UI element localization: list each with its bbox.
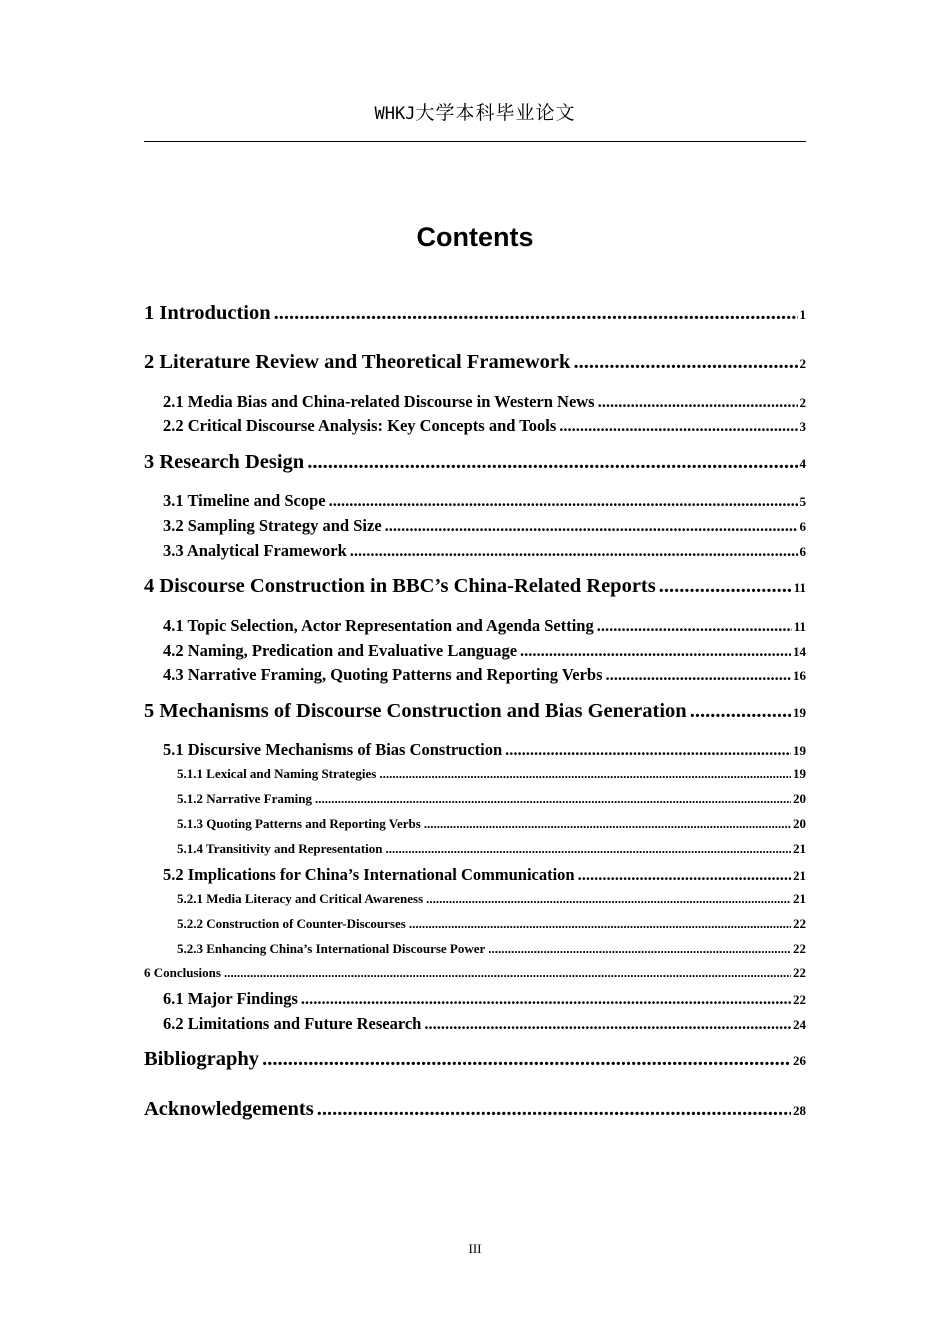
toc-entry-page: 19	[793, 743, 806, 758]
toc-entry-page: 1	[799, 307, 806, 322]
toc-leader-dots	[385, 516, 798, 536]
toc-entry-label: 5.1.4 Transitivity and Representation	[177, 841, 383, 856]
toc-entry[interactable]	[163, 865, 806, 885]
toc-leader-dots	[690, 700, 791, 723]
toc-entry[interactable]	[144, 451, 806, 474]
toc-entry-page: 21	[793, 841, 806, 856]
toc-entry-label: 3.3 Analytical Framework	[163, 541, 347, 560]
toc-entry-page: 19	[793, 766, 806, 781]
toc-entry-page: 19	[793, 705, 806, 720]
toc-entry-page: 16	[793, 668, 806, 683]
toc-entry-label: 6.2 Limitations and Future Research	[163, 1014, 422, 1033]
toc-entry[interactable]	[163, 516, 806, 536]
toc-entry-page: 11	[793, 580, 806, 595]
toc-entry[interactable]	[163, 491, 806, 511]
toc-leader-dots	[426, 891, 791, 907]
toc-entry[interactable]	[163, 665, 806, 685]
toc-entry[interactable]	[177, 816, 806, 832]
toc-entry-page: 2	[799, 356, 806, 371]
toc-leader-dots	[505, 740, 791, 760]
toc-entry-page: 14	[793, 644, 806, 659]
toc-entry-page: 2	[799, 395, 806, 410]
toc-leader-dots	[488, 941, 791, 957]
toc-entry-label: 4.3 Narrative Framing, Quoting Patterns and Reporting Verbs	[163, 665, 603, 684]
toc-leader-dots	[301, 989, 791, 1009]
toc-entry[interactable]	[163, 1014, 806, 1034]
toc-entry-label: 3.1 Timeline and Scope	[163, 491, 326, 510]
toc-leader-dots	[329, 491, 798, 511]
toc-entry[interactable]	[177, 916, 806, 932]
toc-entry-page: 11	[793, 619, 806, 634]
toc-entry-page: 3	[799, 419, 806, 434]
page-title: Contents	[416, 222, 534, 252]
toc-leader-dots	[597, 616, 792, 636]
toc-entry[interactable]	[163, 392, 806, 412]
toc-entry[interactable]	[177, 766, 806, 782]
toc-entry-page: 28	[793, 1103, 806, 1118]
toc-entry[interactable]	[144, 302, 806, 325]
toc-entry-label: 5.1.1 Lexical and Naming Strategies	[177, 766, 377, 781]
toc-leader-dots	[598, 392, 798, 412]
toc-leader-dots	[559, 416, 797, 436]
toc-entry-label: 4.2 Naming, Predication and Evaluative Language	[163, 641, 518, 660]
toc-leader-dots	[424, 816, 791, 832]
toc-entry-label: 1 Introduction	[144, 302, 271, 324]
toc-entry-page: 6	[799, 544, 806, 559]
toc-leader-dots	[262, 1048, 791, 1071]
toc-entry-label: 5.1.2 Narrative Framing	[177, 791, 313, 806]
toc-entry-label: 6.1 Major Findings	[163, 989, 298, 1008]
toc-entry-page: 21	[793, 891, 806, 906]
toc-entry[interactable]	[144, 700, 806, 723]
toc-entry-label: 5.2.3 Enhancing China’s International Discourse Power	[177, 941, 486, 956]
toc-leader-dots	[379, 766, 791, 782]
toc-leader-dots	[606, 665, 791, 685]
toc-entry-label: 5.1 Discursive Mechanisms of Bias Construction	[163, 740, 503, 759]
toc-leader-dots	[274, 302, 798, 325]
toc-entry-label: 4.1 Topic Selection, Actor Representation and Agenda Setting	[163, 616, 594, 635]
toc-entry-label: 5.2 Implications for China’s International Communication	[163, 865, 575, 884]
toc-entry[interactable]	[144, 351, 806, 374]
toc-leader-dots	[578, 865, 791, 885]
toc-entry-label: 2.2 Critical Discourse Analysis: Key Concepts and Tools	[163, 416, 557, 435]
toc-entry-label: 5.2.1 Media Literacy and Critical Awareness	[177, 891, 424, 906]
header-rule	[144, 141, 806, 142]
toc-entry-page: 22	[793, 916, 806, 931]
toc-entry-page: 22	[793, 941, 806, 956]
toc-entry-page: 20	[793, 816, 806, 831]
toc-entry-page: 24	[793, 1017, 806, 1032]
running-header	[144, 98, 806, 125]
toc-entry-page: 20	[793, 791, 806, 806]
toc-entry-label: Acknowledgements	[144, 1098, 314, 1120]
toc-entry-page: 4	[799, 456, 806, 471]
toc-entry-label: 3 Research Design	[144, 451, 305, 473]
toc-entry-page: 26	[793, 1053, 806, 1068]
page-number: III	[468, 1241, 482, 1256]
toc-entry[interactable]	[144, 1098, 806, 1121]
toc-entry[interactable]	[177, 791, 806, 807]
toc-entry-page: 22	[793, 965, 806, 980]
toc-entry[interactable]	[163, 740, 806, 760]
toc-leader-dots	[520, 641, 791, 661]
toc-entry[interactable]	[163, 641, 806, 661]
toc-entry[interactable]	[163, 416, 806, 436]
toc-entry[interactable]	[144, 1048, 806, 1071]
toc-entry-page: 6	[799, 519, 806, 534]
toc-leader-dots	[307, 451, 797, 474]
toc-leader-dots	[224, 965, 791, 981]
toc-entry[interactable]	[177, 941, 806, 957]
toc-leader-dots	[659, 575, 792, 598]
toc-entry-label: 4 Discourse Construction in BBC’s China-Related Reports	[144, 575, 656, 597]
toc-leader-dots	[317, 1098, 791, 1121]
header-chinese-text: 大学本科毕业论文	[415, 103, 576, 124]
toc-entry-page: 5	[799, 494, 806, 509]
toc-entry[interactable]	[144, 965, 806, 981]
toc-entry-label: 3.2 Sampling Strategy and Size	[163, 516, 382, 535]
toc-leader-dots	[315, 791, 791, 807]
toc-entry-label: 2 Literature Review and Theoretical Framework	[144, 351, 571, 373]
toc-entry[interactable]	[163, 989, 806, 1009]
toc-entry-page: 21	[793, 868, 806, 883]
toc-leader-dots	[573, 351, 797, 374]
toc-entry[interactable]	[177, 841, 806, 857]
toc-entry[interactable]	[177, 891, 806, 907]
toc-entry-page: 22	[793, 992, 806, 1007]
toc-entry-label: Bibliography	[144, 1048, 260, 1070]
toc-leader-dots	[409, 916, 791, 932]
toc-entry[interactable]	[163, 541, 806, 561]
toc-entry-label: 5 Mechanisms of Discourse Construction and Bias Generation	[144, 700, 687, 722]
toc-leader-dots	[350, 541, 798, 561]
header-latin-text: WHKJ	[374, 104, 416, 124]
toc-leader-dots	[386, 841, 792, 857]
toc-leader-dots	[424, 1014, 791, 1034]
toc-entry-label: 2.1 Media Bias and China-related Discourse in Western News	[163, 392, 595, 411]
toc-entry[interactable]	[144, 575, 806, 598]
toc-entry-label: 6 Conclusions	[144, 965, 221, 980]
toc-entry-label: 5.2.2 Construction of Counter-Discourses	[177, 916, 406, 931]
toc-entry-label: 5.1.3 Quoting Patterns and Reporting Verbs	[177, 816, 421, 831]
toc-entry[interactable]	[163, 616, 806, 636]
